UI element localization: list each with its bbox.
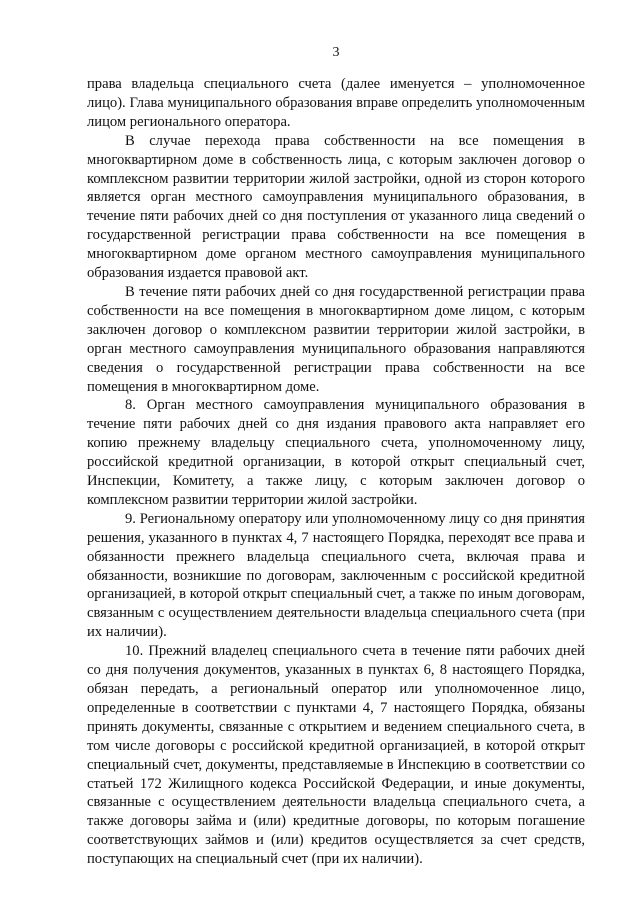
paragraph-item-10: 10. Прежний владелец специального счета в течение пяти рабочих дней со дня получения документов, указанных в пунктах 6, 8 настоящего Порядка, обязан передать, а региональный оператор или уполномоченное лицо, определенные в соответствии с пунктами 4, 7 настоящего Порядка, обязаны принять документы, связанные с открытием и ведением специального счета, в том числе договоры с российской кредитной организацией, в которой открыт специальный счет, документы, представляемые в Инспекцию в соответствии со статьей 172 Жилищного кодекса Российской Федерации, и иные документы, связанные с осуществлением деятельности владельца специального счета, а также договоры займа и (или) кредитные договоры, по которым погашение соответствующих займов и (или) кредитов осуществляется за счет средств, поступающих на специальный счет (при их наличии). — [87, 643, 585, 868]
paragraph-continuation: права владельца специального счета (далее именуется – уполномоченное лицо). Глава муниципального образования вправе определить уполномоченным лицом регионального оператора. — [87, 76, 585, 130]
paragraph-item-8: 8. Орган местного самоуправления муниципального образования в течение пяти рабочих дней со дня издания правового акта направляет его копию прежнему владельцу специального счета, уполномоченному лицу, российской кредитной организации, в которой открыт специальный счет, Инспекции, Комитету, а также лицу, с которым заключен договор о комплексном развитии территории жилой застройки. — [87, 397, 585, 508]
paragraph-item-9: 9. Региональному оператору или уполномоченному лицу со дня принятия решения, указанного в пунктах 4, 7 настоящего Порядка, переходят все права и обязанности прежнего владельца специального счета, включая права и обязанности, возникшие по договорам, заключенным с российской кредитной организацией, в которой открыт специальный счет, а также по иным договорам, связанным с осуществлением деятельности владельца специального счета (при их наличии). — [87, 510, 585, 641]
paragraph-registration-info: В течение пяти рабочих дней со дня государственной регистрации права собственности на все помещения в многоквартирном доме лицом, с которым заключен договор о комплексном развитии территории жилой застройки, в орган местного самоуправления муниципального образования направляются сведения о государственной регистрации права собственности на все помещения в многоквартирном доме. — [87, 283, 585, 395]
page-number: 3 — [332, 45, 340, 60]
paragraph-ownership-transfer: В случае перехода права собственности на все помещения в многоквартирном доме в собственность лица, с которым заключен договор о комплексном развитии территории жилой застройки, одной из сторон которого является орган местного самоуправления муниципального образования, в течение пяти рабочих дней со дня поступления от указанного лица сведений о государственной регистрации права собственности на все помещения в многоквартирном доме органом местного самоуправления муниципального образования издается правовой акт. — [87, 132, 585, 282]
